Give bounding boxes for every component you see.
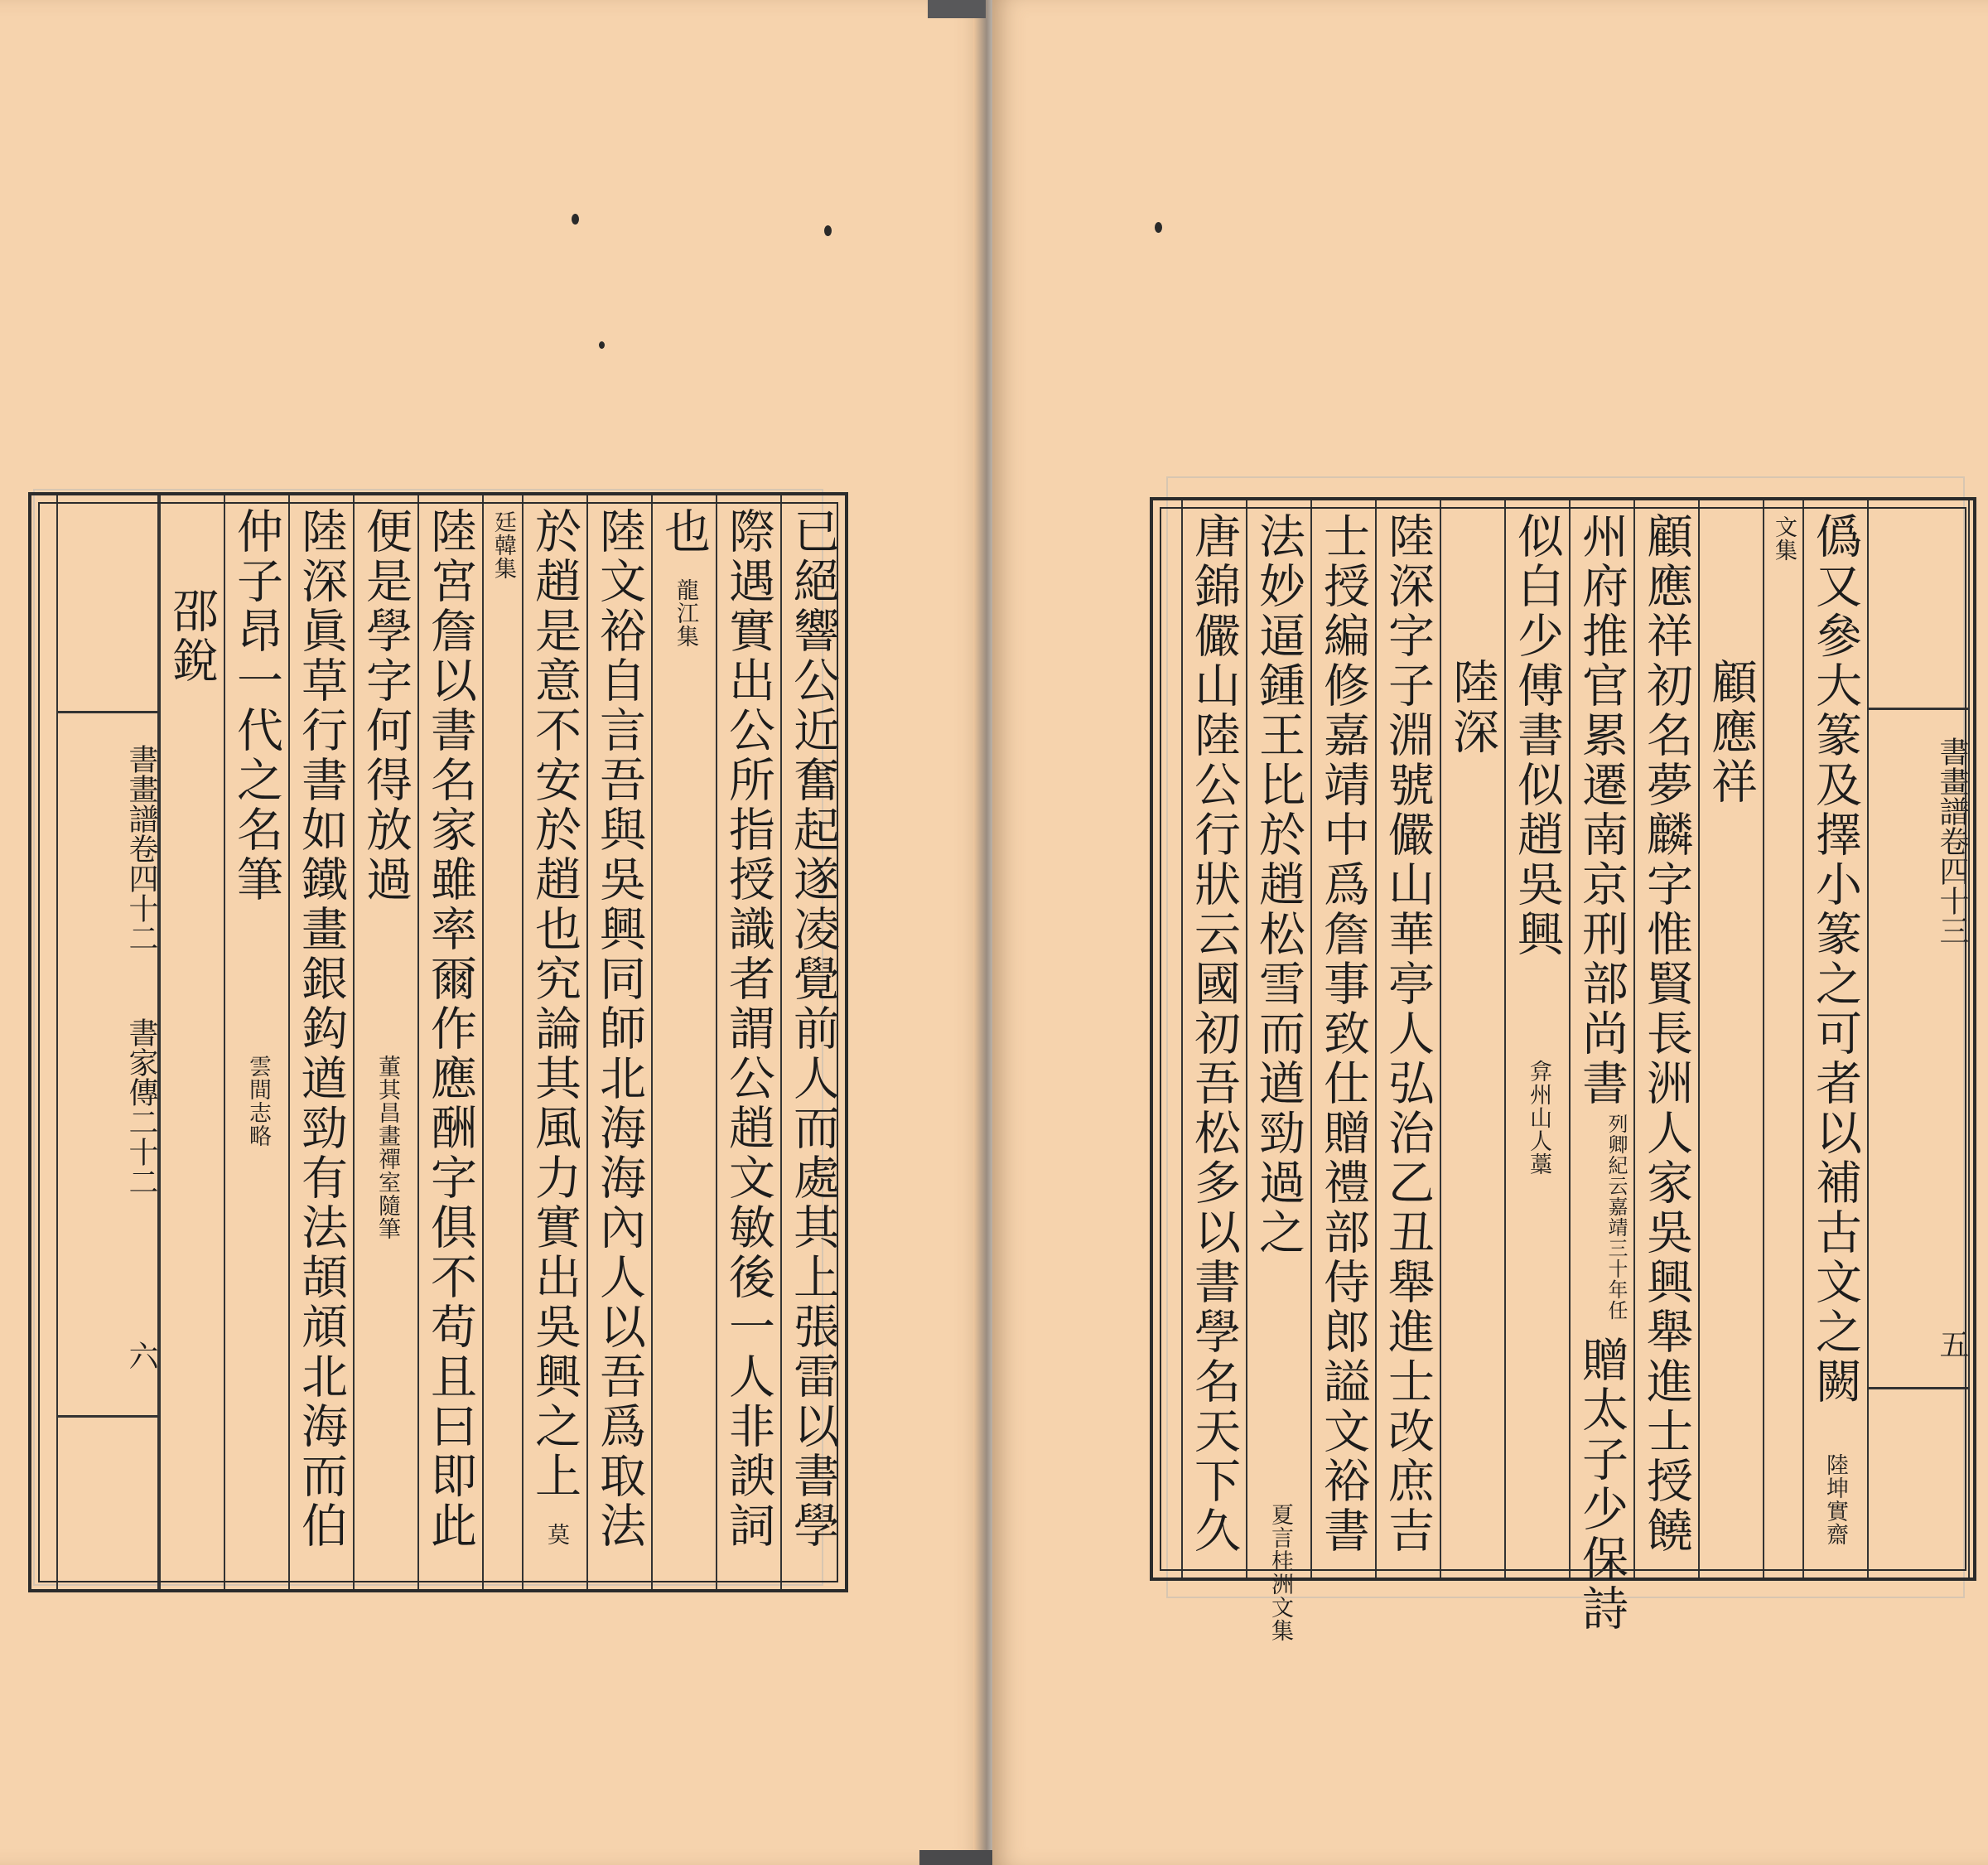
binding-edge bbox=[928, 0, 986, 18]
banxin-center-strip bbox=[1867, 500, 1970, 1578]
left-page bbox=[0, 0, 988, 1865]
text-column bbox=[1375, 500, 1440, 1578]
text-column bbox=[1310, 500, 1375, 1578]
column-text: 陸文裕自言吾與吳興同師北海海內人以吾爲取法 bbox=[592, 507, 646, 1551]
text-column bbox=[353, 495, 417, 1589]
right-page bbox=[992, 0, 1988, 1865]
fishtail-mark bbox=[58, 1415, 157, 1418]
column-text: 也 bbox=[657, 507, 711, 557]
column-text: 陸深眞草行書如鐵畫銀鈎遒勁有法頡頏北海而伯 bbox=[294, 507, 348, 1551]
ink-speck bbox=[824, 225, 832, 236]
column-text: 陸深字子淵號儼山華亭人弘治乙丑舉進士改庶吉 bbox=[1381, 512, 1435, 1556]
text-column bbox=[482, 495, 522, 1589]
source-note: 列卿紀云嘉靖三十年任 bbox=[1604, 1114, 1628, 1321]
source-note: 莫 bbox=[543, 1523, 569, 1546]
source-note: 廷韓集 bbox=[490, 510, 516, 580]
fishtail-mark bbox=[1869, 708, 1968, 710]
column-text: 士授編修嘉靖中爲詹事致仕贈禮部侍郎謚文裕書 bbox=[1316, 512, 1370, 1556]
column-text: 僞又參大篆及擇小篆之可者以補古文之闕 bbox=[1808, 512, 1862, 1407]
column-text: 法妙逼鍾王比於趙松雪而遒勁過之 bbox=[1252, 512, 1305, 1258]
text-column bbox=[1569, 500, 1633, 1634]
column-text: 於趙是意不安於趙也究論其風力實出吳興之上 bbox=[528, 507, 581, 1501]
column-text: 州府推官累遷南京刑部尚書 bbox=[1575, 512, 1629, 1109]
column-text: 仲子昂一代之名筆 bbox=[229, 507, 283, 905]
section-heading: 邵銳 bbox=[165, 587, 219, 686]
ink-speck bbox=[599, 341, 605, 349]
column-text: 陸宮詹以書名家雖率爾作應酬字俱不苟且曰即此 bbox=[423, 507, 477, 1551]
column-text: 顧應祥初名夢麟字惟賢長洲人家吳興舉進士授饒 bbox=[1639, 512, 1693, 1556]
text-column bbox=[522, 495, 586, 1589]
text-column bbox=[1246, 500, 1310, 1642]
text-column bbox=[288, 495, 353, 1589]
source-note: 夏言桂洲文集 bbox=[1267, 1503, 1293, 1642]
source-note: 文集 bbox=[1771, 515, 1797, 562]
source-note: 龍江集 bbox=[673, 578, 698, 648]
column-text: 似白少傅書似趙吳興 bbox=[1510, 512, 1564, 959]
right-text-block bbox=[1150, 497, 1976, 1642]
column-text: 已絕響公近奮起遂凌覺前人而處其上張雷以書學 bbox=[786, 507, 840, 1551]
text-column bbox=[1633, 500, 1698, 1578]
column-text: 際遇實出公所指授識者謂公趙文敏後一人非諛詞 bbox=[721, 507, 775, 1551]
left-text-block bbox=[28, 492, 848, 1592]
banxin-section: 書家傳二十二 bbox=[124, 1017, 158, 1196]
source-note: 雲間志略 bbox=[245, 1055, 271, 1148]
column-text: 便是學字何得放過 bbox=[359, 507, 413, 905]
section-heading: 陸深 bbox=[1445, 658, 1499, 757]
banxin-title: 書畫譜卷四十二 bbox=[124, 744, 158, 953]
banxin-page-number: 六 bbox=[124, 1341, 158, 1370]
banxin-title: 書畫譜卷四十三 bbox=[1935, 737, 1969, 945]
text-column bbox=[224, 495, 288, 1589]
source-note: 董其昌畫禪室隨筆 bbox=[374, 1055, 400, 1240]
fishtail-mark bbox=[1869, 1387, 1968, 1389]
banxin-page-number: 五 bbox=[1935, 1329, 1969, 1359]
column-text-continued: 贈太子少保詩 bbox=[1575, 1336, 1629, 1634]
text-column bbox=[1763, 500, 1802, 1578]
source-note: 弇州山人藁 bbox=[1526, 1060, 1551, 1176]
text-column bbox=[1504, 500, 1569, 1578]
text-column bbox=[716, 495, 780, 1589]
column-text: 唐錦儼山陸公行狀云國初吾松多以書學名天下久 bbox=[1187, 512, 1241, 1556]
text-column bbox=[586, 495, 651, 1589]
text-column bbox=[780, 495, 845, 1589]
ink-speck bbox=[572, 214, 579, 225]
fishtail-mark bbox=[58, 711, 157, 713]
text-column bbox=[1698, 500, 1763, 1578]
text-column bbox=[651, 495, 716, 1589]
text-column bbox=[417, 495, 482, 1589]
section-heading: 顧應祥 bbox=[1704, 658, 1758, 807]
ink-speck bbox=[1155, 222, 1162, 233]
text-column bbox=[159, 495, 224, 1589]
text-column bbox=[1802, 500, 1867, 1578]
text-column bbox=[1440, 500, 1504, 1578]
source-note: 陸坤實齋 bbox=[1822, 1453, 1848, 1546]
banxin-center-strip bbox=[56, 495, 159, 1589]
text-column bbox=[1181, 500, 1246, 1578]
